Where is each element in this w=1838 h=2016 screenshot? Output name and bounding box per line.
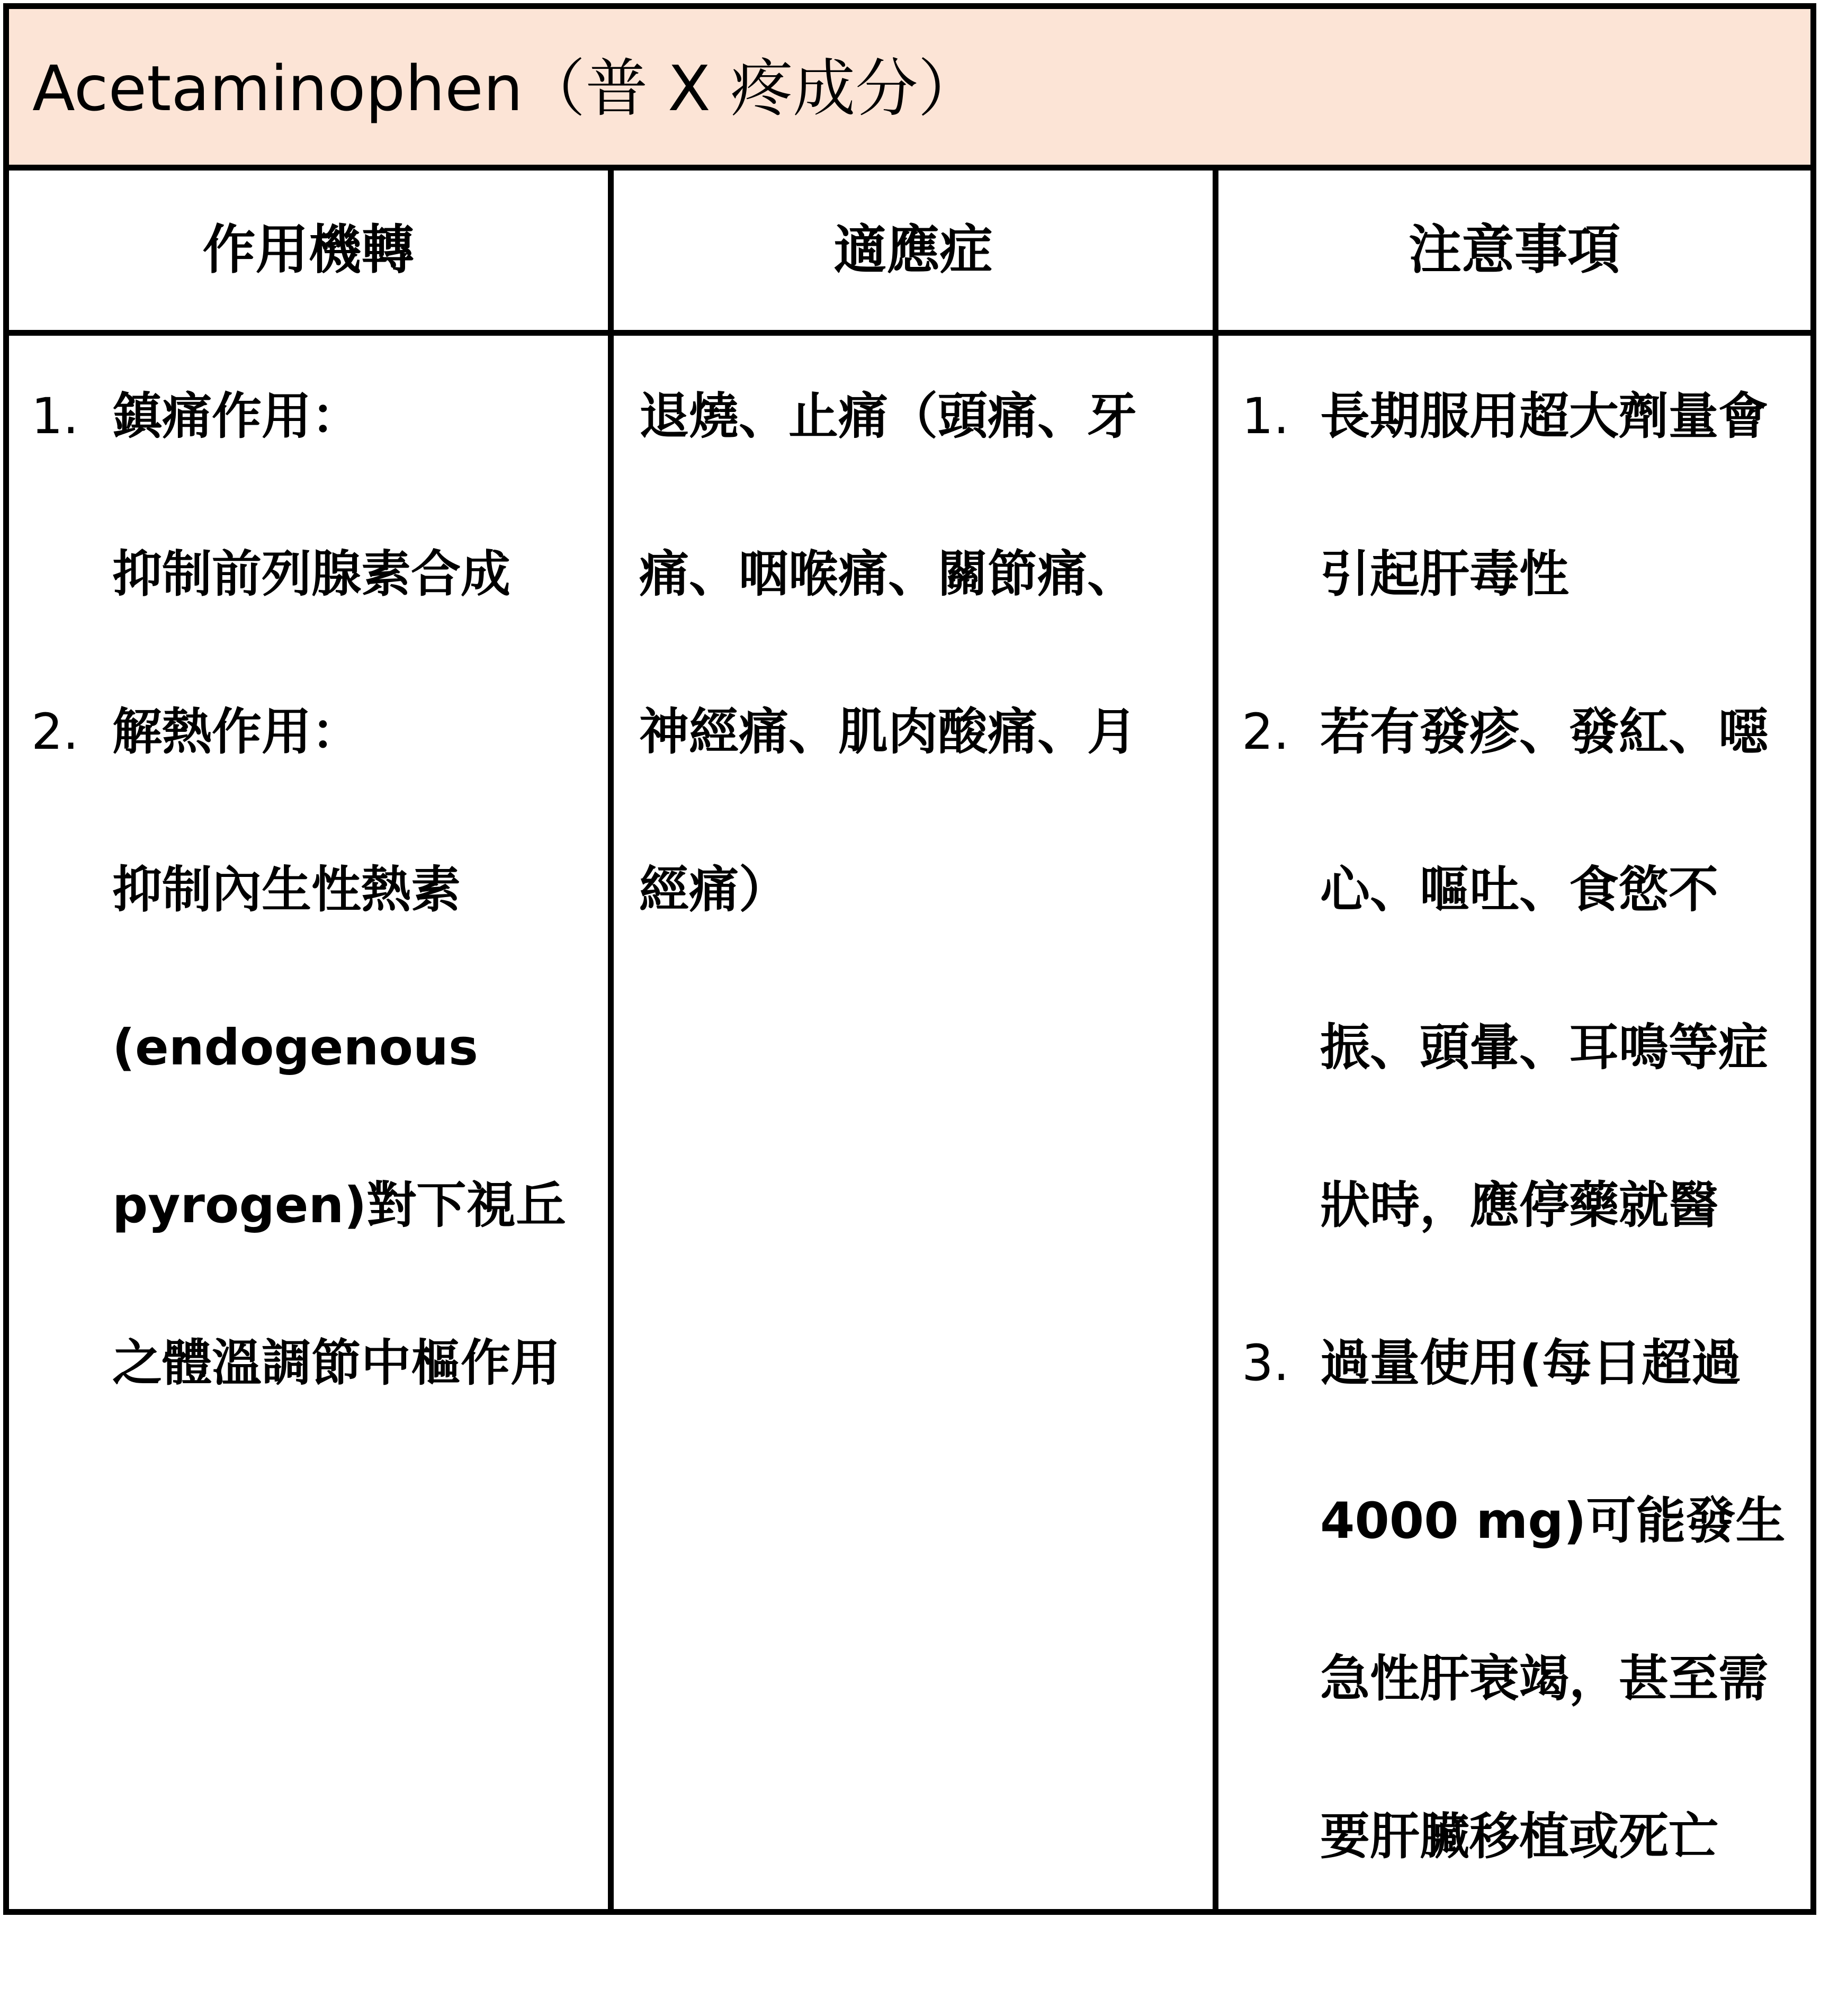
- text-line: [1218, 338, 1810, 496]
- text-line: [1218, 1442, 1810, 1600]
- text-line: [1218, 1600, 1810, 1758]
- column-heading: 適應症: [614, 171, 1213, 336]
- line-text: 抑制前列腺素合成: [112, 545, 511, 603]
- text-line: [9, 1127, 608, 1285]
- column-heading: 作用機轉: [9, 171, 608, 336]
- drug-info-table: [3, 3, 1816, 1915]
- text-line: [1218, 1758, 1810, 1916]
- column-indications: [614, 171, 1218, 1909]
- line-text: 之體溫調節中樞作用: [112, 1334, 561, 1392]
- text-line: [614, 653, 1213, 811]
- table-title: Acetaminophen（普 X 疼成分）: [32, 52, 981, 125]
- text-line: [1218, 653, 1810, 811]
- text-line: [9, 969, 608, 1127]
- text-line: [614, 496, 1213, 653]
- column-heading: 注意事項: [1218, 171, 1810, 336]
- line-text: 經痛）: [639, 861, 789, 919]
- line-text: 急性肝衰竭，甚至需: [1320, 1650, 1769, 1708]
- text-line: [9, 1285, 608, 1442]
- list-number: 2.: [31, 703, 79, 761]
- line-text: 狀時，應停藥就醫: [1320, 1177, 1719, 1234]
- line-text: 要肝臟移植或死亡: [1320, 1808, 1719, 1866]
- cell-content: [9, 336, 608, 1442]
- cell-content: [614, 336, 1213, 969]
- line-text: 神經痛、肌肉酸痛、月: [639, 703, 1137, 761]
- text-line: [1218, 1127, 1810, 1285]
- line-text: 振、頭暈、耳鳴等症: [1320, 1019, 1769, 1077]
- text-line: [9, 653, 608, 811]
- line-text: 痛、咽喉痛、關節痛、: [639, 545, 1137, 603]
- text-line: [1218, 811, 1810, 969]
- line-text: pyrogen)對下視丘: [112, 1177, 566, 1234]
- text-line: [9, 496, 608, 653]
- list-number: 3.: [1242, 1334, 1289, 1392]
- line-text: 長期服用超大劑量會: [1320, 388, 1769, 445]
- line-text: 過量使用(每日超過: [1320, 1334, 1741, 1392]
- line-text: 退燒、止痛（頭痛、牙: [639, 388, 1137, 445]
- text-line: [1218, 496, 1810, 653]
- text-line: [9, 811, 608, 969]
- text-line: [614, 338, 1213, 496]
- text-line: [614, 811, 1213, 969]
- line-text: 解熱作用：: [112, 703, 362, 761]
- line-text: (endogenous: [112, 1019, 478, 1077]
- column-mechanism: [9, 171, 614, 1909]
- line-text: 若有發疹、發紅、噁: [1320, 703, 1769, 761]
- line-text: 抑制內生性熱素: [112, 861, 461, 919]
- list-number: 1.: [1242, 388, 1289, 445]
- line-text: 心、嘔吐、食慾不: [1320, 861, 1719, 919]
- line-text: 4000 mg)可能發生: [1320, 1492, 1786, 1550]
- line-text: 引起肝毒性: [1320, 545, 1570, 603]
- title-row: [9, 9, 1810, 171]
- list-number: 2.: [1242, 703, 1289, 761]
- cell-content: [1218, 336, 1810, 1916]
- list-number: 1.: [31, 388, 79, 445]
- line-text: 鎮痛作用：: [112, 388, 362, 445]
- text-line: [1218, 1285, 1810, 1442]
- text-line: [1218, 969, 1810, 1127]
- column-precautions: [1218, 171, 1810, 1909]
- text-line: [9, 338, 608, 496]
